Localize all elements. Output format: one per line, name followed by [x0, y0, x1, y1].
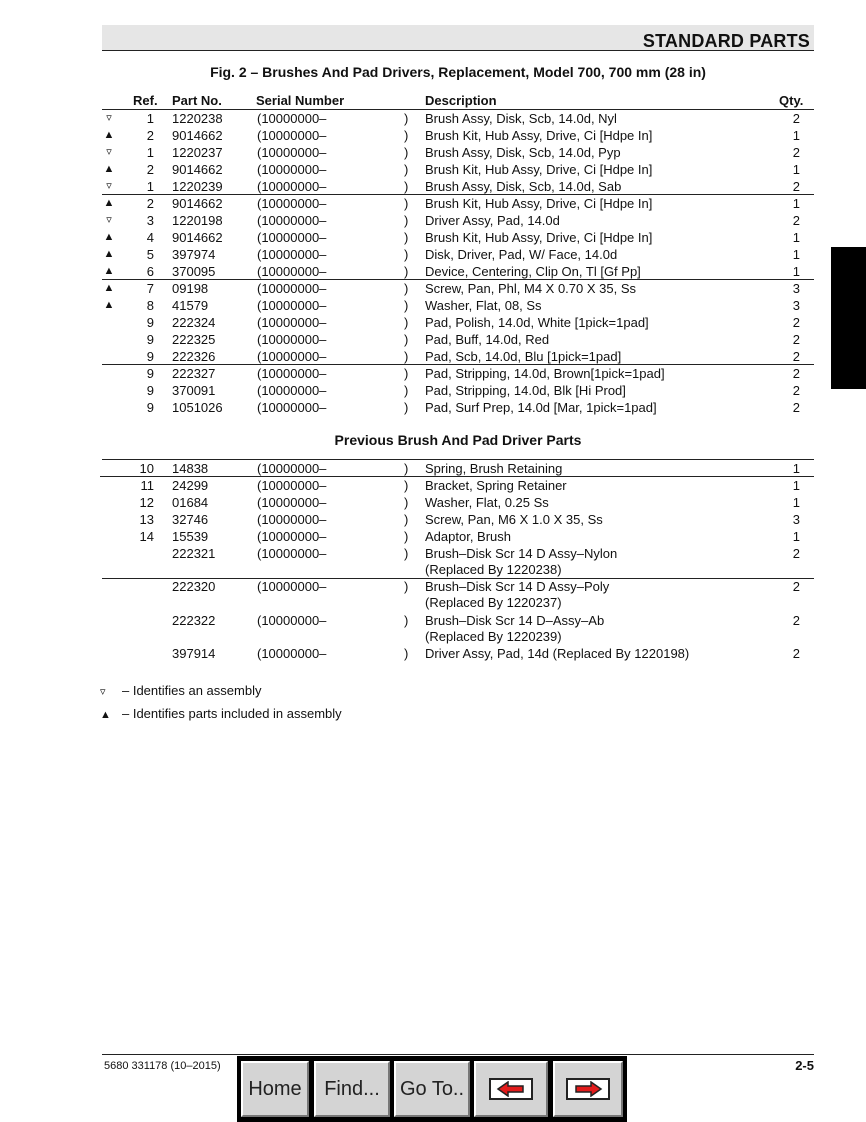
- description: Brush–Disk Scr 14 D Assy–Nylon: [425, 546, 618, 561]
- description: Pad, Buff, 14.0d, Red: [425, 332, 550, 347]
- part-number: 41579: [172, 298, 209, 313]
- group-divider: [102, 279, 814, 280]
- description: Screw, Pan, Phl, M4 X 0.70 X 35, Ss: [425, 281, 636, 296]
- quantity: 2: [792, 315, 800, 330]
- part-number: 397974: [172, 247, 216, 262]
- description: Brush Assy, Disk, Scb, 14.0d, Nyl: [425, 111, 617, 126]
- quantity: 2: [792, 179, 800, 194]
- description: Brush Kit, Hub Assy, Drive, Ci [Hdpe In]: [425, 196, 653, 211]
- ref-number: 12: [139, 495, 154, 510]
- description: Bracket, Spring Retainer: [425, 478, 567, 493]
- ref-number: 14: [139, 529, 154, 544]
- group-divider: [102, 364, 814, 365]
- table-row: [0, 297, 866, 314]
- part-number: 222321: [172, 546, 216, 561]
- table-row: [0, 314, 866, 331]
- ref-number: 7: [146, 281, 154, 296]
- ref-number: 9: [146, 383, 154, 398]
- part-number: 222325: [172, 332, 216, 347]
- ref-number: 2: [146, 162, 154, 177]
- replacement-note: (Replaced By 1220237): [425, 595, 562, 610]
- legend-assembly: [100, 683, 261, 698]
- quantity: 2: [792, 349, 800, 364]
- part-number: 222324: [172, 315, 216, 330]
- part-number: 24299: [172, 478, 209, 493]
- serial-number: (10000000–: [257, 461, 327, 476]
- part-number: 1051026: [172, 400, 223, 415]
- serial-close: ): [404, 512, 409, 527]
- ref-number: 9: [146, 349, 154, 364]
- table-row: [0, 212, 866, 229]
- quantity: 2: [792, 332, 800, 347]
- description: Brush Kit, Hub Assy, Drive, Ci [Hdpe In]: [425, 128, 653, 143]
- part-number: 32746: [172, 512, 209, 527]
- serial-close: ): [404, 529, 409, 544]
- ref-number: 1: [146, 145, 154, 160]
- ref-number: 10: [139, 461, 154, 476]
- part-number: 222320: [172, 579, 216, 594]
- serial-number: (10000000–: [257, 400, 327, 415]
- home-button[interactable]: Home: [241, 1061, 309, 1117]
- table-row: [0, 178, 866, 195]
- description: Washer, Flat, 0.25 Ss: [425, 495, 549, 510]
- group-divider-right: [425, 476, 814, 477]
- quantity: 2: [792, 546, 800, 561]
- part-number: 15539: [172, 529, 209, 544]
- serial-close: ): [404, 298, 409, 313]
- quantity: 2: [792, 613, 800, 628]
- serial-close: ): [404, 111, 409, 126]
- document-code: 5680 331178 (10–2015): [104, 1060, 221, 1072]
- included-marker-icon: ▲: [103, 248, 115, 260]
- quantity: 2: [792, 111, 800, 126]
- serial-number: (10000000–: [257, 613, 327, 628]
- table-row: [0, 246, 866, 263]
- table-row: [0, 578, 866, 612]
- part-number: 222322: [172, 613, 216, 628]
- replacement-note: (Replaced By 1220239): [425, 629, 562, 644]
- table-row: [0, 348, 866, 365]
- included-marker-icon: ▲: [103, 197, 115, 209]
- description: Driver Assy, Pad, 14d (Replaced By 1220198): [425, 646, 690, 661]
- serial-number: (10000000–: [257, 646, 327, 661]
- quantity: 1: [792, 247, 800, 262]
- part-number: 1220237: [172, 145, 223, 160]
- assembly-marker-icon: ▿: [106, 180, 112, 192]
- group-divider: [102, 578, 814, 579]
- serial-number: (10000000–: [257, 111, 327, 126]
- assembly-marker-icon: ▿: [106, 112, 112, 124]
- description: Pad, Scb, 14.0d, Blu [1pick=1pad]: [425, 349, 622, 364]
- description: Brush Kit, Hub Assy, Drive, Ci [Hdpe In]: [425, 230, 653, 245]
- serial-close: ): [404, 461, 409, 476]
- group-divider: [102, 459, 814, 460]
- previous-page-button[interactable]: [474, 1061, 548, 1117]
- previous-parts-title: Previous Brush And Pad Driver Parts: [334, 432, 582, 448]
- ref-number: 11: [140, 478, 154, 493]
- serial-close: ): [404, 179, 409, 194]
- ref-number: 5: [146, 247, 154, 262]
- ref-number: 9: [146, 400, 154, 415]
- ref-number: 1: [146, 111, 154, 126]
- serial-number: (10000000–: [257, 366, 327, 381]
- serial-number: (10000000–: [257, 179, 327, 194]
- serial-close: ): [404, 613, 409, 628]
- serial-number: (10000000–: [257, 213, 327, 228]
- included-marker-icon: ▲: [103, 129, 115, 141]
- ref-number: 13: [139, 512, 154, 527]
- part-number: 222327: [172, 366, 216, 381]
- page-title: STANDARD PARTS: [642, 31, 810, 51]
- part-number: 1220238: [172, 111, 223, 126]
- table-row: [0, 645, 866, 679]
- serial-close: ): [404, 646, 409, 661]
- serial-close: ): [404, 264, 409, 279]
- quantity: 2: [792, 400, 800, 415]
- serial-number: (10000000–: [257, 128, 327, 143]
- quantity: 3: [792, 281, 800, 296]
- table-row: [0, 365, 866, 382]
- included-marker-icon: ▲: [103, 265, 115, 277]
- quantity: 2: [792, 366, 800, 381]
- included-marker-icon: ▲: [103, 282, 115, 294]
- serial-close: ): [404, 128, 409, 143]
- legend-text: – Identifies an assembly: [122, 683, 262, 698]
- description: Screw, Pan, M6 X 1.0 X 35, Ss: [425, 512, 603, 527]
- quantity: 3: [792, 298, 800, 313]
- ref-number: 4: [146, 230, 154, 245]
- ref-number: 3: [146, 213, 154, 228]
- serial-close: ): [404, 162, 409, 177]
- serial-number: (10000000–: [257, 332, 327, 347]
- serial-close: ): [404, 315, 409, 330]
- quantity: 1: [792, 230, 800, 245]
- ref-number: 2: [146, 128, 154, 143]
- legend-text: – Identifies parts included in assembly: [122, 706, 342, 721]
- part-number: 1220198: [172, 213, 223, 228]
- serial-close: ): [404, 196, 409, 211]
- part-number: 397914: [172, 646, 216, 661]
- description: Spring, Brush Retaining: [425, 461, 563, 476]
- quantity: 1: [792, 478, 800, 493]
- description: Brush Kit, Hub Assy, Drive, Ci [Hdpe In]: [425, 162, 653, 177]
- serial-close: ): [404, 281, 409, 296]
- table-row: [0, 612, 866, 646]
- ref-number: 8: [146, 298, 154, 313]
- serial-number: (10000000–: [257, 383, 327, 398]
- group-divider-left: [100, 476, 425, 477]
- serial-close: ): [404, 478, 409, 493]
- description: Pad, Stripping, 14.0d, Blk [Hi Prod]: [425, 383, 626, 398]
- quantity: 2: [792, 383, 800, 398]
- quantity: 2: [792, 646, 800, 661]
- serial-number: (10000000–: [257, 495, 327, 510]
- quantity: 1: [792, 461, 800, 476]
- serial-close: ): [404, 349, 409, 364]
- part-number: 9014662: [172, 196, 223, 211]
- part-number: 9014662: [172, 230, 223, 245]
- serial-number: (10000000–: [257, 298, 327, 313]
- serial-close: ): [404, 247, 409, 262]
- ref-number: 6: [146, 264, 154, 279]
- serial-number: (10000000–: [257, 512, 327, 527]
- quantity: 1: [792, 495, 800, 510]
- ref-number: 9: [146, 332, 154, 347]
- table-row: [0, 229, 866, 246]
- included-marker-icon: ▲: [100, 709, 111, 721]
- description: Brush–Disk Scr 14 D–Assy–Ab: [425, 613, 605, 628]
- assembly-marker-icon: ▿: [106, 146, 112, 158]
- replacement-note: (Replaced By 1220238): [425, 562, 562, 577]
- goto-button[interactable]: Go To..: [394, 1061, 470, 1117]
- serial-number: (10000000–: [257, 145, 327, 160]
- serial-number: (10000000–: [257, 247, 327, 262]
- ref-number: 1: [146, 179, 154, 194]
- assembly-marker-icon: ▿: [106, 214, 112, 226]
- description: Pad, Polish, 14.0d, White [1pick=1pad]: [425, 315, 649, 330]
- legend-included: [100, 706, 342, 721]
- ref-number: 9: [146, 315, 154, 330]
- serial-number: (10000000–: [257, 478, 327, 493]
- col-header-desc: Description: [425, 93, 497, 108]
- assembly-marker-icon: ▿: [100, 686, 106, 698]
- table-row: [0, 331, 866, 348]
- serial-number: (10000000–: [257, 579, 327, 594]
- serial-number: (10000000–: [257, 196, 327, 211]
- serial-close: ): [404, 400, 409, 415]
- description: Brush–Disk Scr 14 D Assy–Poly: [425, 579, 610, 594]
- serial-close: ): [404, 546, 409, 561]
- quantity: 1: [792, 128, 800, 143]
- serial-close: ): [404, 145, 409, 160]
- quantity: 1: [792, 264, 800, 279]
- part-number: 09198: [172, 281, 209, 296]
- serial-number: (10000000–: [257, 281, 327, 296]
- serial-number: (10000000–: [257, 529, 327, 544]
- quantity: 1: [792, 162, 800, 177]
- table-row: [0, 195, 866, 212]
- col-header-part: Part No.: [172, 93, 222, 108]
- ref-number: 9: [146, 366, 154, 381]
- serial-close: ): [404, 383, 409, 398]
- quantity: 2: [792, 213, 800, 228]
- part-number: 370095: [172, 264, 216, 279]
- serial-close: ): [404, 213, 409, 228]
- part-number: 14838: [172, 461, 209, 476]
- col-header-qty: Qty.: [779, 93, 804, 108]
- table-row: [0, 110, 866, 127]
- quantity: 1: [792, 529, 800, 544]
- description: Brush Assy, Disk, Scb, 14.0d, Pyp: [425, 145, 621, 160]
- serial-number: (10000000–: [257, 349, 327, 364]
- part-number: 01684: [172, 495, 209, 510]
- description: Driver Assy, Pad, 14.0d: [425, 213, 560, 228]
- included-marker-icon: ▲: [103, 163, 115, 175]
- included-marker-icon: ▲: [103, 299, 115, 311]
- serial-number: (10000000–: [257, 546, 327, 561]
- table-row: [0, 127, 866, 144]
- part-number: 1220239: [172, 179, 223, 194]
- table-row: [0, 263, 866, 280]
- part-number: 9014662: [172, 128, 223, 143]
- description: Washer, Flat, 08, Ss: [425, 298, 542, 313]
- table-row: [0, 280, 866, 297]
- right-arrow-icon: [566, 1078, 610, 1100]
- quantity: 3: [792, 512, 800, 527]
- quantity: 2: [792, 579, 800, 594]
- table-row: [0, 382, 866, 399]
- quantity: 2: [792, 145, 800, 160]
- included-marker-icon: ▲: [103, 231, 115, 243]
- part-number: 9014662: [172, 162, 223, 177]
- description: Pad, Surf Prep, 14.0d [Mar, 1pick=1pad]: [425, 400, 657, 415]
- serial-number: (10000000–: [257, 230, 327, 245]
- serial-close: ): [404, 366, 409, 381]
- part-number: 370091: [172, 383, 216, 398]
- serial-number: (10000000–: [257, 264, 327, 279]
- figure-title: Fig. 2 – Brushes And Pad Drivers, Replacement, Model 700, 700 mm (28 in): [210, 64, 706, 80]
- description: Device, Centering, Clip On, Tl [Gf Pp]: [425, 264, 641, 279]
- header-band: [102, 25, 814, 51]
- quantity: 1: [792, 196, 800, 211]
- serial-close: ): [404, 495, 409, 510]
- serial-close: ): [404, 579, 409, 594]
- serial-number: (10000000–: [257, 315, 327, 330]
- description: Adaptor, Brush: [425, 529, 511, 544]
- table-row: [0, 399, 866, 416]
- description: Brush Assy, Disk, Scb, 14.0d, Sab: [425, 179, 622, 194]
- description: Disk, Driver, Pad, W/ Face, 14.0d: [425, 247, 618, 262]
- ref-number: 2: [146, 196, 154, 211]
- page-number: 2-5: [795, 1058, 814, 1073]
- col-header-ref: Ref.: [133, 93, 158, 108]
- table-row: [0, 545, 866, 579]
- col-header-serial: Serial Number: [256, 93, 345, 108]
- table-row: [0, 144, 866, 161]
- find-button[interactable]: Find...: [314, 1061, 390, 1117]
- serial-close: ): [404, 230, 409, 245]
- group-divider: [102, 194, 814, 195]
- next-page-button[interactable]: [553, 1061, 623, 1117]
- serial-close: ): [404, 332, 409, 347]
- table-row: [0, 161, 866, 178]
- footer-divider: [102, 1054, 814, 1055]
- part-number: 222326: [172, 349, 216, 364]
- left-arrow-icon: [489, 1078, 533, 1100]
- description: Pad, Stripping, 14.0d, Brown[1pick=1pad]: [425, 366, 665, 381]
- serial-number: (10000000–: [257, 162, 327, 177]
